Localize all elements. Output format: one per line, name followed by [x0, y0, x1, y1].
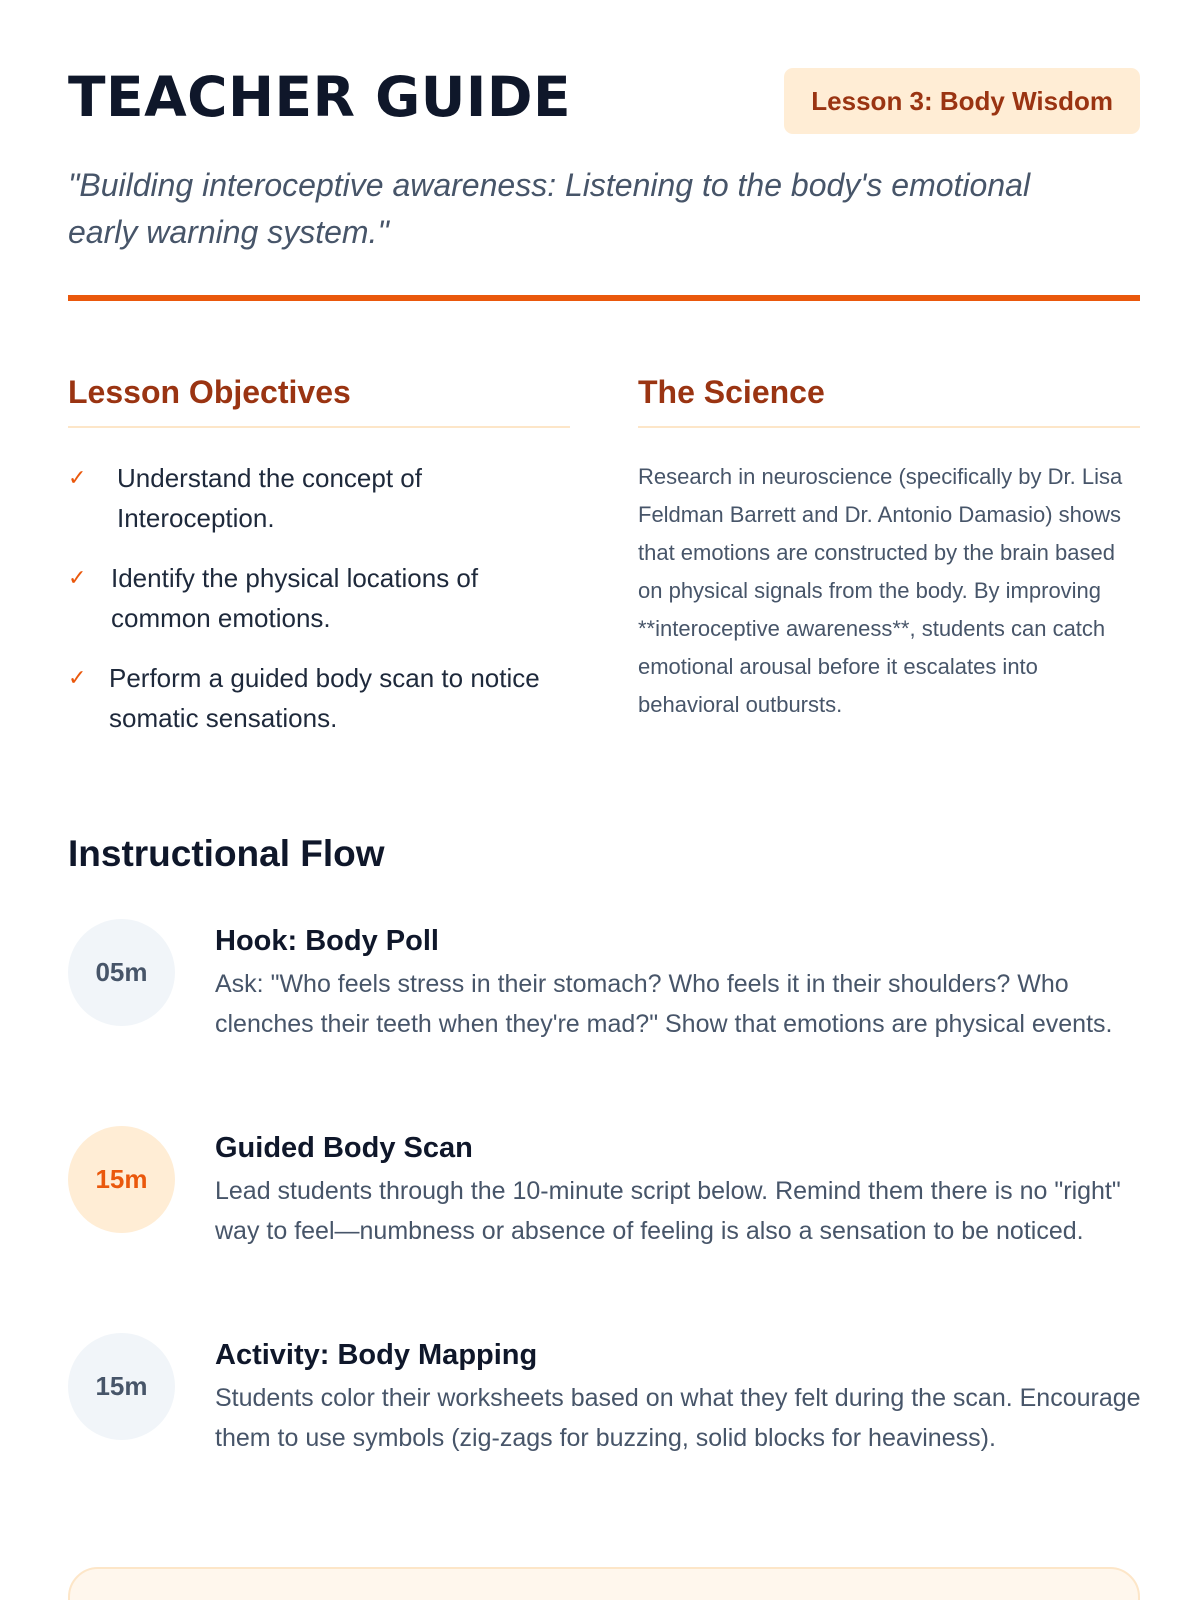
check-icon: ✓: [68, 665, 87, 690]
step-content: [215, 1335, 1145, 1458]
step-description: Lead students through the 10-minute script below. Remind them there is no "right" way to feel—numbness or absence of feeling is also a sensation to be noticed.: [215, 1177, 1121, 1245]
header: [68, 66, 1140, 136]
objective-text: Understand the concept of Interoception.: [117, 463, 422, 533]
objective-item: [68, 558, 570, 638]
step-description: Ask: "Who feels stress in their stomach? Who feels it in their shoulders? Who clenches their teeth when they're mad?" Show that emotions are physical events.: [215, 970, 1113, 1038]
header-divider: [68, 295, 1140, 301]
step-content: [215, 921, 1145, 1044]
page-subtitle-quote: "Building interoceptive awareness: Listening to the body's emotional early warning system.": [68, 167, 1031, 250]
objective-item: [68, 458, 570, 538]
science-body: Research in neuroscience (specifically by Dr. Lisa Feldman Barrett and Dr. Antonio Damasio) shows that emotions are constructed by the brain based on physical signals from the body. By improving **interoceptive awareness**, students can catch emotional arousal before it escalates into behavioral outbursts.: [638, 464, 1123, 717]
step-title: Hook: Body Poll: [215, 925, 439, 957]
step-time-badge: 15m: [68, 1333, 175, 1440]
step-time-badge: 05m: [68, 919, 175, 1026]
objective-text: Perform a guided body scan to notice somatic sensations.: [109, 663, 540, 733]
objectives-section: [68, 372, 570, 758]
check-icon: ✓: [68, 465, 87, 490]
lesson-badge: Lesson 3: Body Wisdom: [784, 68, 1140, 134]
objective-item: [68, 658, 570, 738]
page-title: TEACHER GUIDE: [68, 65, 572, 129]
science-heading: The Science: [638, 372, 1140, 428]
step-time-badge: 15m: [68, 1126, 175, 1233]
step-title: Guided Body Scan: [215, 1132, 473, 1164]
instructional-flow-heading: Instructional Flow: [68, 833, 385, 874]
science-section: [638, 372, 1140, 724]
objectives-heading: Lesson Objectives: [68, 372, 570, 428]
step-description: Students color their worksheets based on what they felt during the scan. Encourage them to use symbols (zig-zags for buzzing, solid blocks for heaviness).: [215, 1384, 1141, 1452]
teacher-guide-page: [68, 0, 1140, 1600]
objective-text: Identify the physical locations of common emotions.: [111, 563, 479, 633]
objectives-list: [68, 458, 570, 738]
step-title: Activity: Body Mapping: [215, 1339, 538, 1371]
check-icon: ✓: [68, 565, 87, 590]
script-callout-box: [68, 1567, 1140, 1600]
step-content: [215, 1128, 1145, 1251]
